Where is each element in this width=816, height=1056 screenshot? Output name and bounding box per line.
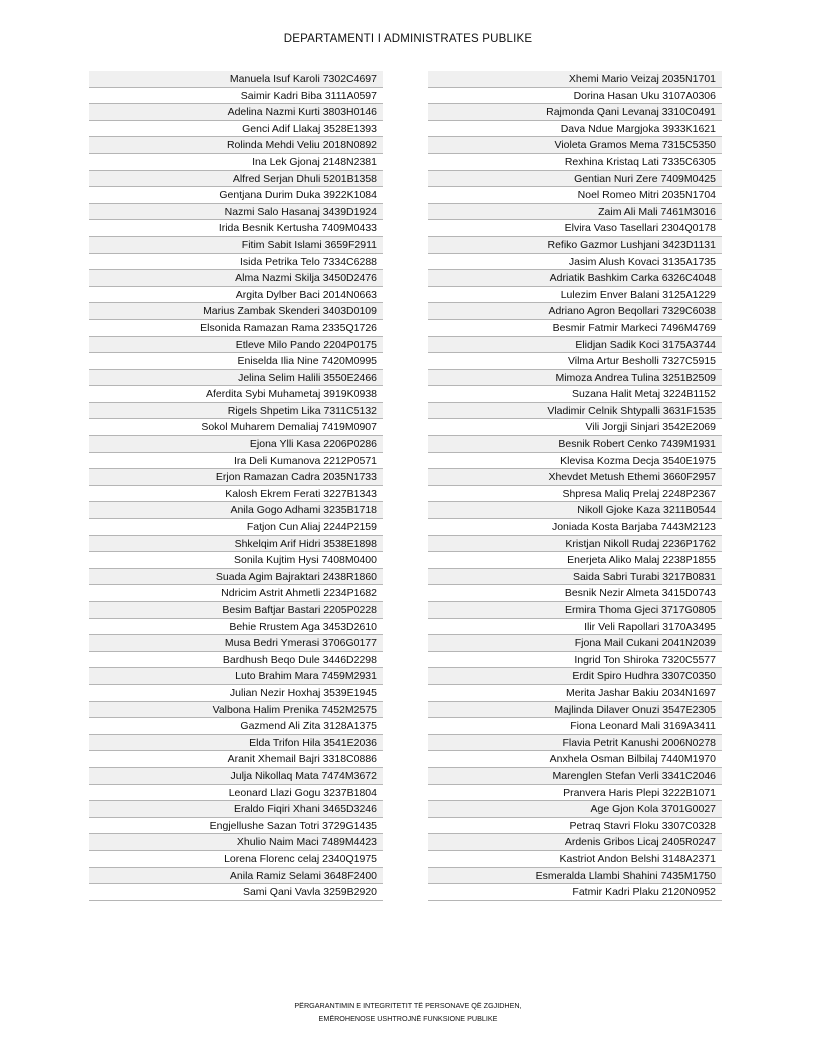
name-row: Elda Trifon Hila 3541E2036 [89,735,383,752]
name-row: Marenglen Stefan Verli 3341C2046 [428,768,722,785]
name-row: Dava Ndue Margjoka 3933K1621 [428,121,722,138]
name-row: Ardenis Gribos Licaj 2405R0247 [428,834,722,851]
name-row: Bardhush Beqo Dule 3446D2298 [89,652,383,669]
name-row: Kristjan Nikoll Rudaj 2236P1762 [428,536,722,553]
name-row: Dorina Hasan Uku 3107A0306 [428,88,722,105]
name-row: Ndricim Astrit Ahmetli 2234P1682 [89,585,383,602]
name-row: Rolinda Mehdi Veliu 2018N0892 [89,137,383,154]
name-row: Noel Romeo Mitri 2035N1704 [428,187,722,204]
name-row: Petraq Stavri Floku 3307C0328 [428,818,722,835]
name-row: Flavia Petrit Kanushi 2006N0278 [428,735,722,752]
name-row: Rexhina Kristaq Lati 7335C6305 [428,154,722,171]
footer-line-2: EMËROHENOSE USHTROJNË FUNKSIONE PUBLIKE [318,1014,498,1023]
name-row: Besmir Fatmir Markeci 7496M4769 [428,320,722,337]
name-row: Gazmend Ali Zita 3128A1375 [89,718,383,735]
name-row: Zaim Ali Mali 7461M3016 [428,204,722,221]
name-row: Xhemi Mario Veizaj 2035N1701 [428,71,722,88]
name-row: Valbona Halim Prenika 7452M2575 [89,702,383,719]
name-row: Jelina Selim Halili 3550E2466 [89,370,383,387]
name-row: Sonila Kujtim Hysi 7408M0400 [89,552,383,569]
name-row: Age Gjon Kola 3701G0027 [428,801,722,818]
footer-line-1: PËRGARANTIMIN E INTEGRITETIT TË PERSONAVE QË ZGJIDHEN, [294,1001,522,1010]
name-row: Ingrid Ton Shiroka 7320C5577 [428,652,722,669]
name-row: Xhevdet Metush Ethemi 3660F2957 [428,469,722,486]
name-row: Ina Lek Gjonaj 2148N2381 [89,154,383,171]
name-row: Joniada Kosta Barjaba 7443M2123 [428,519,722,536]
name-row: Isida Petrika Telo 7334C6288 [89,254,383,271]
name-row: Musa Bedri Ymerasi 3706G0177 [89,635,383,652]
name-row: Fatjon Cun Aliaj 2244P2159 [89,519,383,536]
name-row: Marius Zambak Skenderi 3403D0109 [89,303,383,320]
name-row: Gentjana Durim Duka 3922K1084 [89,187,383,204]
name-row: Elsonida Ramazan Rama 2335Q1726 [89,320,383,337]
name-row: Vili Jorgji Sinjari 3542E2069 [428,419,722,436]
name-row: Vilma Artur Besholli 7327C5915 [428,353,722,370]
name-row: Aferdita Sybi Muhametaj 3919K0938 [89,386,383,403]
name-row: Enerjeta Aliko Malaj 2238P1855 [428,552,722,569]
name-row: Majlinda Dilaver Onuzi 3547E2305 [428,702,722,719]
name-row: Klevisa Kozma Decja 3540E1975 [428,453,722,470]
name-row: Erdit Spiro Hudhra 3307C0350 [428,668,722,685]
name-row: Elvira Vaso Tasellari 2304Q0178 [428,220,722,237]
name-row: Julian Nezir Hoxhaj 3539E1945 [89,685,383,702]
name-row: Leonard Llazi Gogu 3237B1804 [89,785,383,802]
name-row: Fitim Sabit Islami 3659F2911 [89,237,383,254]
name-row: Kalosh Ekrem Ferati 3227B1343 [89,486,383,503]
name-row: Violeta Gramos Mema 7315C5350 [428,137,722,154]
name-row: Vladimir Celnik Shtypalli 3631F1535 [428,403,722,420]
name-row: Rajmonda Qani Levanaj 3310C0491 [428,104,722,121]
name-row: Ira Deli Kumanova 2212P0571 [89,453,383,470]
name-row: Ejona Ylli Kasa 2206P0286 [89,436,383,453]
name-row: Besnik Robert Cenko 7439M1931 [428,436,722,453]
name-row: Rigels Shpetim Lika 7311C5132 [89,403,383,420]
name-row: Saimir Kadri Biba 3111A0597 [89,88,383,105]
name-row: Xhulio Naim Maci 7489M4423 [89,834,383,851]
name-row: Adriatik Bashkim Carka 6326C4048 [428,270,722,287]
name-row: Eraldo Fiqiri Xhani 3465D3246 [89,801,383,818]
name-row: Fatmir Kadri Plaku 2120N0952 [428,884,722,901]
name-row: Genci Adif Llakaj 3528E1393 [89,121,383,138]
name-row: Alfred Serjan Dhuli 5201B1358 [89,171,383,188]
name-row: Suzana Halit Metaj 3224B1152 [428,386,722,403]
name-row: Alma Nazmi Skilja 3450D2476 [89,270,383,287]
name-row: Fiona Leonard Mali 3169A3411 [428,718,722,735]
name-row: Saida Sabri Turabi 3217B0831 [428,569,722,586]
footer [0,999,816,1025]
name-row: Luto Brahim Mara 7459M2931 [89,668,383,685]
name-row: Adriano Agron Beqollari 7329C6038 [428,303,722,320]
name-row: Besnik Nezir Almeta 3415D0743 [428,585,722,602]
name-row: Ilir Veli Rapollari 3170A3495 [428,619,722,636]
name-row: Ermira Thoma Gjeci 3717G0805 [428,602,722,619]
name-row: Anila Gogo Adhami 3235B1718 [89,502,383,519]
name-row: Erjon Ramazan Cadra 2035N1733 [89,469,383,486]
name-row: Behie Rrustem Aga 3453D2610 [89,619,383,636]
name-row: Eniselda Ilia Nine 7420M0995 [89,353,383,370]
name-row: Refiko Gazmor Lushjani 3423D1131 [428,237,722,254]
name-row: Manuela Isuf Karoli 7302C4697 [89,71,383,88]
name-row: Nazmi Salo Hasanaj 3439D1924 [89,204,383,221]
name-row: Irida Besnik Kertusha 7409M0433 [89,220,383,237]
name-row: Lulezim Enver Balani 3125A1229 [428,287,722,304]
name-row: Jasim Alush Kovaci 3135A1735 [428,254,722,271]
name-row: Argita Dylber Baci 2014N0663 [89,287,383,304]
right-name-column [428,71,722,901]
name-row: Besim Baftjar Bastari 2205P0228 [89,602,383,619]
name-row: Engjellushe Sazan Totri 3729G1435 [89,818,383,835]
name-row: Lorena Florenc celaj 2340Q1975 [89,851,383,868]
name-row: Pranvera Haris Plepi 3222B1071 [428,785,722,802]
name-row: Sami Qani Vavla 3259B2920 [89,884,383,901]
name-row: Gentian Nuri Zere 7409M0425 [428,171,722,188]
page-title: DEPARTAMENTI I ADMINISTRATES PUBLIKE [283,33,533,45]
name-row: Suada Agim Bajraktari 2438R1860 [89,569,383,586]
name-row: Etleve Milo Pando 2204P0175 [89,337,383,354]
name-row: Fjona Mail Cukani 2041N2039 [428,635,722,652]
name-row: Kastriot Andon Belshi 3148A2371 [428,851,722,868]
name-row: Mimoza Andrea Tulina 3251B2509 [428,370,722,387]
name-row: Aranit Xhemail Bajri 3318C0886 [89,751,383,768]
left-name-column [89,71,383,901]
name-row: Merita Jashar Bakiu 2034N1697 [428,685,722,702]
name-row: Elidjan Sadik Koci 3175A3744 [428,337,722,354]
name-row: Anila Ramiz Selami 3648F2400 [89,868,383,885]
name-row: Shkelqim Arif Hidri 3538E1898 [89,536,383,553]
name-row: Nikoll Gjoke Kaza 3211B0544 [428,502,722,519]
name-row: Anxhela Osman Bilbilaj 7440M1970 [428,751,722,768]
name-row: Shpresa Maliq Prelaj 2248P2367 [428,486,722,503]
name-row: Adelina Nazmi Kurti 3803H0146 [89,104,383,121]
name-row: Sokol Muharem Demaliaj 7419M0907 [89,419,383,436]
name-row: Julja Nikollaq Mata 7474M3672 [89,768,383,785]
name-row: Esmeralda Llambi Shahini 7435M1750 [428,868,722,885]
